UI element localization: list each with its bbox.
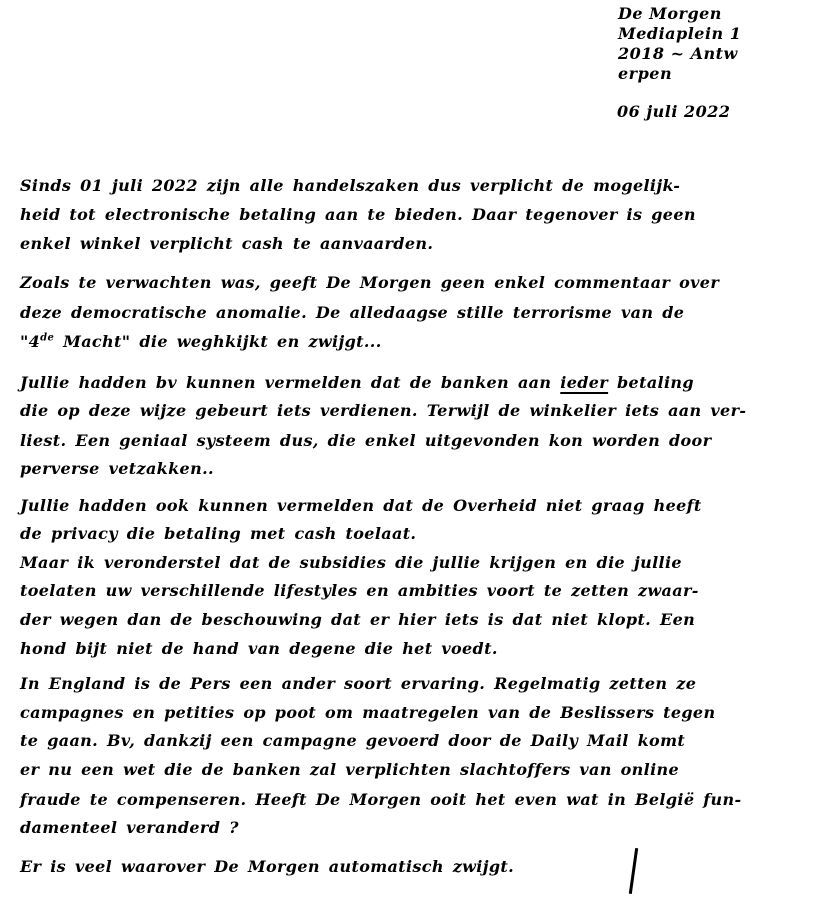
body-line: enkel winkel verplicht cash te aanvaarden.	[20, 234, 434, 253]
body-line: Zoals te verwachten was, geeft De Morgen geen enkel commentaar over	[20, 273, 720, 292]
body-text: betaling	[608, 373, 694, 392]
body-line: campagnes en petities op poot om maatregelen van de Beslissers tegen	[20, 703, 716, 722]
body-line: perverse vetzakken..	[20, 459, 214, 478]
body-line: de privacy die betaling met cash toelaat.	[20, 524, 417, 543]
body-line: Jullie hadden ook kunnen vermelden dat de Overheid niet graag heeft	[20, 496, 702, 515]
body-line	[20, 373, 694, 392]
body-line: te gaan. Bv, dankzij een campagne gevoerd door de Daily Mail komt	[20, 731, 686, 750]
address-line: erpen	[618, 64, 673, 83]
underlined-word: ieder	[560, 373, 609, 392]
body-line: heid tot electronische betaling aan te bieden. Daar tegenover is geen	[20, 205, 696, 224]
address-line: Mediaplein 1	[618, 24, 742, 43]
body-line: die op deze wijze gebeurt iets verdienen. Terwijl de winkelier iets aan ver-	[20, 401, 747, 420]
body-text: Macht" die weghkijkt en zwijgt...	[54, 332, 382, 351]
body-line: Sinds 01 juli 2022 zijn alle handelszaken dus verplicht de mogelijk-	[20, 176, 681, 195]
pen-stroke-mark	[629, 848, 638, 894]
body-line: Er is veel waarover De Morgen automatisch zwijgt.	[20, 857, 515, 876]
body-text: "4	[20, 332, 41, 351]
recipient-address	[618, 4, 741, 84]
body-line: deze democratische anomalie. De alledaagse stille terrorisme van de	[20, 303, 685, 322]
body-line: der wegen dan de beschouwing dat er hier iets is dat niet klopt. Een	[20, 610, 696, 629]
body-line: liest. Een geniaal systeem dus, die enkel uitgevonden kon worden door	[20, 431, 712, 450]
body-line: damenteel veranderd ?	[20, 818, 239, 837]
body-line: hond bijt niet de hand van degene die het voedt.	[20, 639, 498, 658]
body-line: er nu een wet die de banken zal verplichten slachtoffers van online	[20, 760, 680, 779]
body-line	[20, 332, 382, 351]
address-line: De Morgen	[618, 4, 722, 23]
body-line: fraude te compenseren. Heeft De Morgen ooit het even wat in België fun-	[20, 790, 742, 809]
body-line: In England is de Pers een ander soort ervaring. Regelmatig zetten ze	[20, 674, 697, 693]
body-text: Jullie hadden bv kunnen vermelden dat de banken aan	[20, 373, 561, 392]
address-line: 2018 ~ Antw	[618, 44, 738, 63]
body-line: Maar ik veronderstel dat de subsidies die jullie krijgen en die jullie	[20, 553, 682, 572]
letter-date: 06 juli 2022	[617, 102, 731, 121]
superscript-text: de	[40, 332, 55, 344]
body-line: toelaten uw verschillende lifestyles en ambities voort te zetten zwaar-	[20, 581, 699, 600]
